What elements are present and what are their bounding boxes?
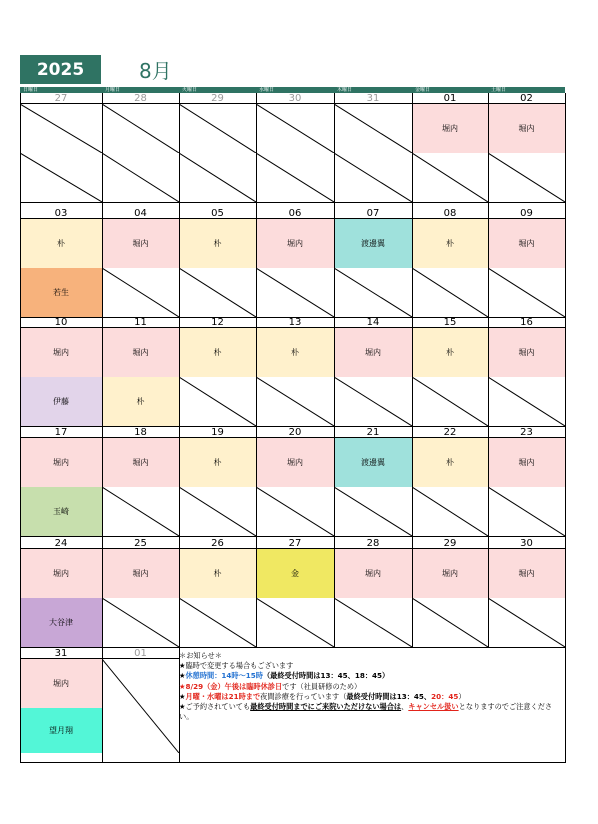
day-number: 01 [102,648,179,659]
doctor-name: 堀内 [132,569,149,578]
notice-text: 夜間診療を行っています（ [260,691,347,701]
day-number: 28 [102,93,179,104]
pm-slot-empty [256,377,334,426]
notice-text: ） [458,691,466,701]
day-number: 02 [488,93,565,104]
empty-slot-diagonal [256,598,334,647]
day-number: 10 [20,317,102,328]
pm-slot-empty [488,598,565,647]
day-number: 18 [102,427,179,438]
day-number: 30 [256,93,334,104]
am-slot [412,219,488,268]
next-month-slot-empty [102,659,179,753]
empty-slot-diagonal [488,487,565,536]
empty-slot-diagonal [334,268,412,317]
notice-text: 最終受付時間は13：45、 [346,691,432,701]
empty-slot-diagonal [102,598,179,647]
day-number: 12 [179,317,256,328]
year-badge: 2025 [20,55,101,84]
doctor-name: 堀内 [53,458,69,467]
doctor-name: 堀内 [132,239,149,248]
am-slot [102,328,179,377]
pm-slot-empty [20,153,102,202]
day-number: 30 [488,538,565,549]
doctor-name: 堀内 [365,348,381,357]
column-divider [102,93,103,763]
pm-slot-empty [334,598,412,647]
pm-slot-empty [102,487,179,536]
day-number: 19 [179,427,256,438]
pm-slot [20,487,102,536]
pm-slot [20,377,102,426]
doctor-name: 堀内 [518,458,535,467]
am-slot [412,104,488,153]
notice-text: 、 [401,702,409,712]
weekday-header-3: 水曜日 [256,87,334,93]
empty-slot-diagonal [102,487,179,536]
column-divider [412,93,413,648]
doctor-name: 堀内 [518,124,535,133]
doctor-name: 朴 [213,348,222,357]
day-number: 07 [334,208,412,219]
am-slot [102,438,179,487]
doctor-name: 朴 [446,239,454,248]
pm-slot-empty [256,153,334,202]
notice-text: ★ご予約されていても [179,702,251,712]
doctor-name: 朴 [213,569,222,578]
am-slot-empty [334,104,412,153]
empty-slot-diagonal [334,153,412,202]
notice-text: ★ [179,691,186,701]
notice-text: ＊お知らせ＊ [179,651,222,660]
day-number: 26 [179,538,256,549]
empty-slot-diagonal [488,153,565,202]
am-slot [256,549,334,598]
pm-slot-empty [102,268,179,317]
am-slot [20,219,102,268]
empty-slot-diagonal [20,104,102,153]
am-slot [179,549,256,598]
pm-slot-empty [488,377,565,426]
day-number: 29 [179,93,256,104]
day-number: 03 [20,208,102,219]
doctor-name: 堀内 [518,569,535,578]
am-slot [488,328,565,377]
empty-slot-diagonal [412,377,488,426]
am-slot [256,328,334,377]
am-slot [20,328,102,377]
notice-box [179,651,561,722]
pm-slot-empty [412,487,488,536]
pm-slot-empty [102,153,179,202]
notice-text: です（社員研修のため） [282,681,362,691]
doctor-name: 朴 [213,239,222,248]
empty-slot-diagonal [102,268,179,317]
empty-slot-diagonal [488,268,565,317]
doctor-name: 金 [291,569,299,578]
day-number: 22 [412,427,488,438]
pm-slot-empty [256,268,334,317]
pm-slot-empty [179,598,256,647]
day-number: 11 [102,317,179,328]
empty-slot-diagonal [488,598,565,647]
doctor-name: 堀内 [53,348,69,357]
month-title: 8月 [139,59,172,83]
notice-text: ★ [179,671,186,681]
am-slot [20,438,102,487]
empty-slot-diagonal [412,268,488,317]
column-divider [20,93,21,763]
notice-text: ★臨時で変更する場合もございます [179,661,294,671]
notice-line [179,661,561,671]
notice-text: 休憩時間：14時～15時 [185,671,263,681]
am-slot-empty [179,104,256,153]
empty-slot-diagonal [256,104,334,153]
empty-slot-diagonal [256,377,334,426]
notice-text: となりますのでご注意ください。 [179,702,553,722]
weekday-header-4: 木曜日 [334,87,412,93]
day-number: 05 [179,208,256,219]
am-slot [488,219,565,268]
day-number: 24 [20,538,102,549]
doctor-name: 堀内 [442,569,458,578]
am-slot [20,659,102,708]
empty-slot-diagonal [179,598,256,647]
pm-slot-empty [334,377,412,426]
am-slot [102,549,179,598]
day-number: 09 [488,208,565,219]
am-slot [412,438,488,487]
am-slot [179,219,256,268]
doctor-name: 堀内 [132,458,149,467]
notice-text: 20：45 [431,691,459,701]
column-divider [565,93,566,763]
column-divider [256,93,257,648]
doctor-name: 堀内 [53,679,69,688]
am-slot-empty [20,104,102,153]
notice-line [179,651,561,661]
day-number: 27 [256,538,334,549]
notice-text: キャンセル扱い [408,702,459,712]
pm-slot-empty [179,377,256,426]
doctor-name: 堀内 [518,348,535,357]
am-slot [179,328,256,377]
empty-slot-diagonal [256,487,334,536]
doctor-name: 堀内 [287,239,303,248]
doctor-name: 若生 [53,288,69,297]
day-number: 31 [334,93,412,104]
pm-slot [20,268,102,317]
empty-slot-diagonal [179,487,256,536]
pm-slot [102,377,179,426]
day-number: 15 [412,317,488,328]
pm-slot-empty [488,268,565,317]
weekday-header-5: 金曜日 [412,87,488,93]
day-number: 17 [20,427,102,438]
notice-line [179,702,561,722]
doctor-name: 堀内 [365,569,381,578]
doctor-name: 堀内 [53,569,69,578]
weekday-header-1: 月曜日 [102,87,179,93]
am-slot [334,328,412,377]
empty-slot-diagonal [256,268,334,317]
pm-slot-empty [412,153,488,202]
day-number: 04 [102,208,179,219]
doctor-name: 大谷津 [49,618,73,627]
am-slot [334,438,412,487]
column-divider [334,93,335,648]
empty-slot-diagonal [179,268,256,317]
empty-slot-diagonal [20,153,102,202]
pm-slot-empty [334,487,412,536]
am-slot [334,549,412,598]
day-number: 21 [334,427,412,438]
day-number: 28 [334,538,412,549]
doctor-name: 堀内 [132,348,149,357]
empty-slot-diagonal [488,377,565,426]
day-number: 08 [412,208,488,219]
empty-slot-diagonal [256,153,334,202]
pm-slot-empty [412,598,488,647]
doctor-name: 朴 [291,348,299,357]
am-slot [256,219,334,268]
notice-line [179,671,561,681]
pm-slot-empty [488,487,565,536]
pm-slot-empty [256,598,334,647]
pm-slot-empty [412,268,488,317]
column-divider [488,93,489,648]
pm-slot-empty [256,487,334,536]
notice-text: ★ [179,681,186,691]
day-number: 27 [20,93,102,104]
day-number: 23 [488,427,565,438]
doctor-name: 朴 [57,239,65,248]
day-number: 14 [334,317,412,328]
empty-slot-diagonal [412,598,488,647]
day-number: 06 [256,208,334,219]
doctor-name: 朴 [213,458,222,467]
empty-slot-diagonal [334,377,412,426]
notice-text: 月曜・水曜は21時まで [185,691,261,701]
day-number: 29 [412,538,488,549]
day-number: 13 [256,317,334,328]
am-slot [488,549,565,598]
doctor-name: 渡邊翼 [361,458,385,467]
notice-line [179,682,561,692]
doctor-name: 堀内 [442,124,458,133]
empty-slot-diagonal [334,598,412,647]
empty-slot-diagonal [334,104,412,153]
notice-text: 最終受付時間までにご来院いただけない場合は [250,702,402,712]
am-slot [179,438,256,487]
doctor-name: 朴 [446,458,454,467]
day-number: 20 [256,427,334,438]
notice-text: 8/29（金）午後は臨時休診日 [185,681,283,691]
doctor-name: 堀内 [287,458,303,467]
am-slot-empty [102,104,179,153]
calendar-grid [20,87,565,763]
empty-slot-diagonal [334,487,412,536]
weekday-header-2: 火曜日 [179,87,256,93]
am-slot [334,219,412,268]
empty-slot-diagonal [179,104,256,153]
am-slot-empty [256,104,334,153]
pm-slot [20,598,102,647]
weekday-header-6: 土曜日 [488,87,565,93]
am-slot [20,549,102,598]
empty-slot-diagonal [412,487,488,536]
pm-slot-empty [412,377,488,426]
doctor-name: 朴 [136,397,145,406]
day-number: 25 [102,538,179,549]
am-slot [488,104,565,153]
weekday-header-0: 日曜日 [20,87,102,93]
day-number: 31 [20,648,102,659]
calendar-header [0,0,598,90]
am-slot [488,438,565,487]
am-slot [102,219,179,268]
doctor-name: 玉崎 [53,507,69,516]
pm-slot-empty [334,268,412,317]
pm-slot-empty [179,153,256,202]
doctor-name: 渡邊翼 [361,239,385,248]
doctor-name: 伊藤 [53,397,69,406]
doctor-name: 朴 [446,348,454,357]
notice-text: （最終受付時間は13：45、18：45） [262,671,390,681]
calendar-bottom-border [20,762,565,763]
empty-slot-diagonal [102,104,179,153]
am-slot [256,438,334,487]
empty-slot-diagonal [412,153,488,202]
empty-slot-diagonal [179,377,256,426]
pm-slot-empty [179,487,256,536]
pm-slot-empty [179,268,256,317]
pm-slot-empty [102,598,179,647]
day-number: 01 [412,93,488,104]
pm-slot-empty [488,153,565,202]
day-number: 16 [488,317,565,328]
notice-line [179,692,561,702]
am-slot [412,549,488,598]
empty-slot-diagonal [179,153,256,202]
empty-slot-diagonal [102,659,179,753]
empty-slot-diagonal [102,153,179,202]
pm-slot [20,708,102,753]
am-slot [412,328,488,377]
doctor-name: 堀内 [518,239,535,248]
doctor-name: 望月翔 [49,726,73,735]
pm-slot-empty [334,153,412,202]
